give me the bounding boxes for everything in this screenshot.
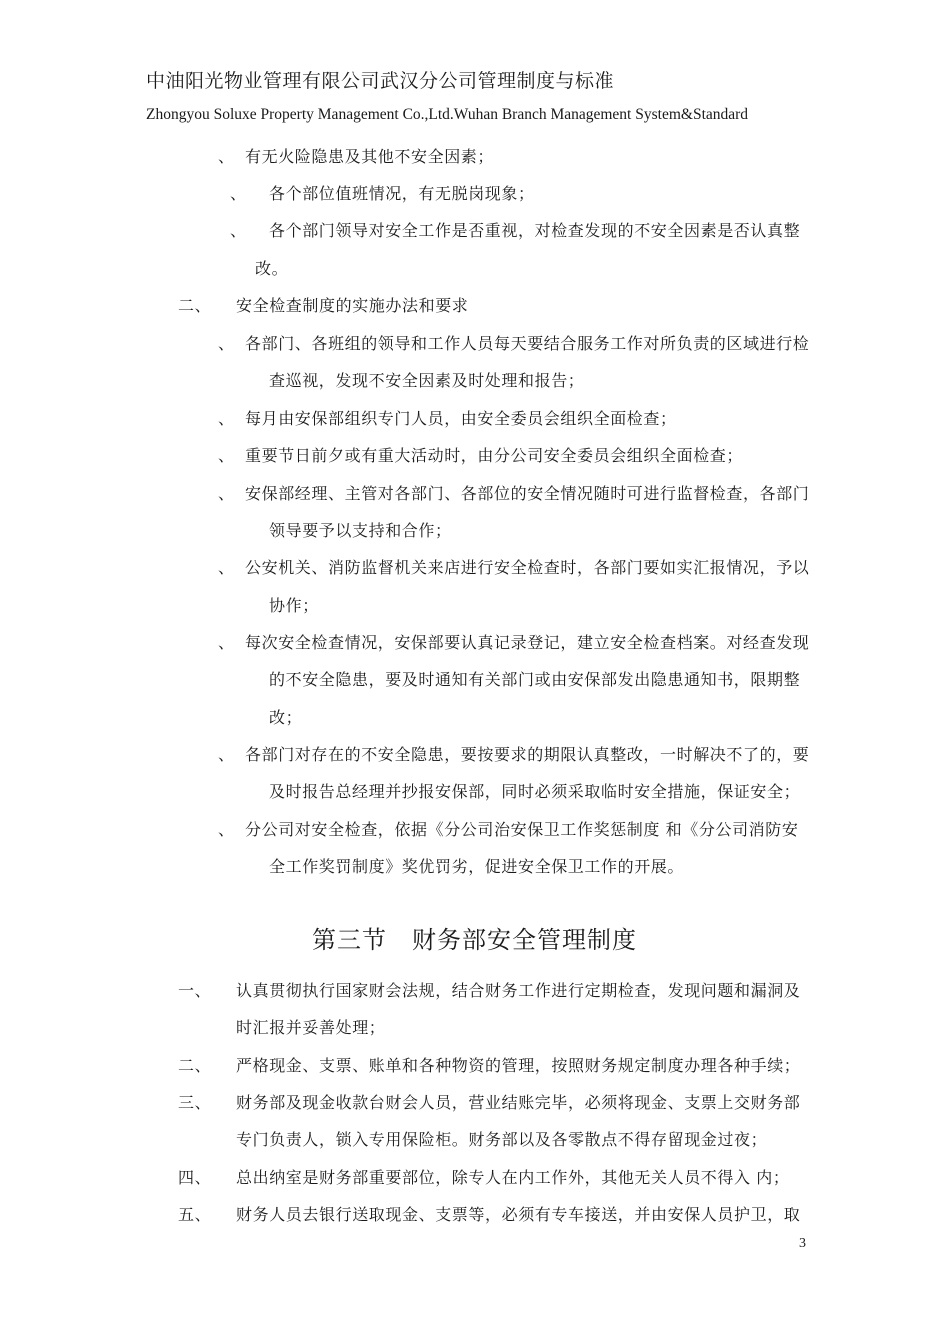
part2-heading: 安全检查制度的实施办法和要求 [236, 296, 469, 315]
list-item-line: 领导要予以支持和合作； [269, 521, 452, 540]
list-item-line: 及时报告总经理并抄报安保部，同时必须采取临时安全措施，保证安全； [269, 782, 801, 801]
list-item-line: 改； [269, 708, 303, 727]
list-item-line: 协作； [269, 596, 319, 615]
list-marker: 四、 [178, 1168, 212, 1187]
list-item-line: 各部门对存在的不安全隐患，要按要求的期限认真整改，一时解决不了的，要 [245, 745, 810, 764]
list-marker: 、 [230, 221, 247, 240]
list-marker: 一、 [178, 981, 212, 1000]
list-item-line: 财务部及现金收款台财会人员，营业结账完毕，必须将现金、支票上交财务部 [236, 1093, 801, 1112]
list-marker: 三、 [178, 1093, 212, 1112]
list-item-line: 查巡视，发现不安全因素及时处理和报告； [269, 371, 585, 390]
page-number: 3 [799, 1236, 806, 1251]
section-title: 第三节 财务部安全管理制度 [312, 926, 637, 954]
list-item-line: 全工作奖罚制度》奖优罚劣，促进安全保卫工作的开展。 [269, 857, 685, 876]
list-item-line: 各部门、各班组的领导和工作人员每天要结合服务工作对所负责的区域进行检 [245, 334, 810, 353]
list-marker: 二、 [178, 1056, 212, 1075]
list-marker: 、 [218, 633, 235, 652]
list-item-line: 的不安全隐患，要及时通知有关部门或由安保部发出隐患通知书，限期整 [269, 670, 801, 689]
part2-marker: 二、 [178, 296, 212, 315]
list-item-line: 各个部门领导对安全工作是否重视，对检查发现的不安全因素是否认真整 [269, 221, 801, 240]
list-item-line: 每月由安保部组织专门人员，由安全委员会组织全面检查； [245, 409, 677, 428]
list-item-line: 严格现金、支票、账单和各种物资的管理，按照财务规定制度办理各种手续； [236, 1056, 801, 1075]
list-item-line: 专门负责人，锁入专用保险柜。财务部以及各零散点不得存留现金过夜； [236, 1130, 768, 1149]
list-marker: 、 [218, 820, 235, 839]
list-item-line: 重要节日前夕或有重大活动时，由分公司安全委员会组织全面检查； [245, 446, 744, 465]
list-item-line: 总出纳室是财务部重要部位，除专人在内工作外，其他无关人员不得入 内； [236, 1168, 790, 1187]
list-item-line: 每次安全检查情况，安保部要认真记录登记，建立安全检查档案。对经查发现 [245, 633, 810, 652]
list-item-line: 安保部经理、主管对各部门、各部位的安全情况随时可进行监督检查，各部门 [245, 484, 810, 503]
list-item-line: 公安机关、消防监督机关来店进行安全检查时，各部门要如实汇报情况，予以 [245, 558, 810, 577]
list-marker: 、 [230, 184, 247, 203]
list-marker: 、 [218, 147, 235, 166]
list-marker: 、 [218, 409, 235, 428]
list-marker: 、 [218, 558, 235, 577]
header-title-cn: 中油阳光物业管理有限公司武汉分公司管理制度与标准 [146, 70, 615, 92]
list-marker: 、 [218, 745, 235, 764]
list-marker: 、 [218, 334, 235, 353]
list-item-line: 改。 [255, 259, 289, 278]
list-item-line: 有无火险隐患及其他不安全因素； [245, 147, 495, 166]
list-item-line: 分公司对安全检查，依据《分公司治安保卫工作奖惩制度 和《分公司消防安 [245, 820, 799, 839]
list-item-line: 认真贯彻执行国家财会法规，结合财务工作进行定期检查，发现问题和漏洞及 [236, 981, 801, 1000]
list-marker: 、 [218, 446, 235, 465]
list-marker: 五、 [178, 1205, 212, 1224]
list-item-line: 各个部位值班情况，有无脱岗现象； [269, 184, 535, 203]
list-item-line: 财务人员去银行送取现金、支票等，必须有专车接送，并由安保人员护卫，取 [236, 1205, 801, 1224]
list-marker: 、 [218, 484, 235, 503]
list-item-line: 时汇报并妥善处理； [236, 1018, 386, 1037]
header-title-en: Zhongyou Soluxe Property Management Co.,Ltd.Wuhan Branch Management System&Standard [146, 106, 749, 123]
